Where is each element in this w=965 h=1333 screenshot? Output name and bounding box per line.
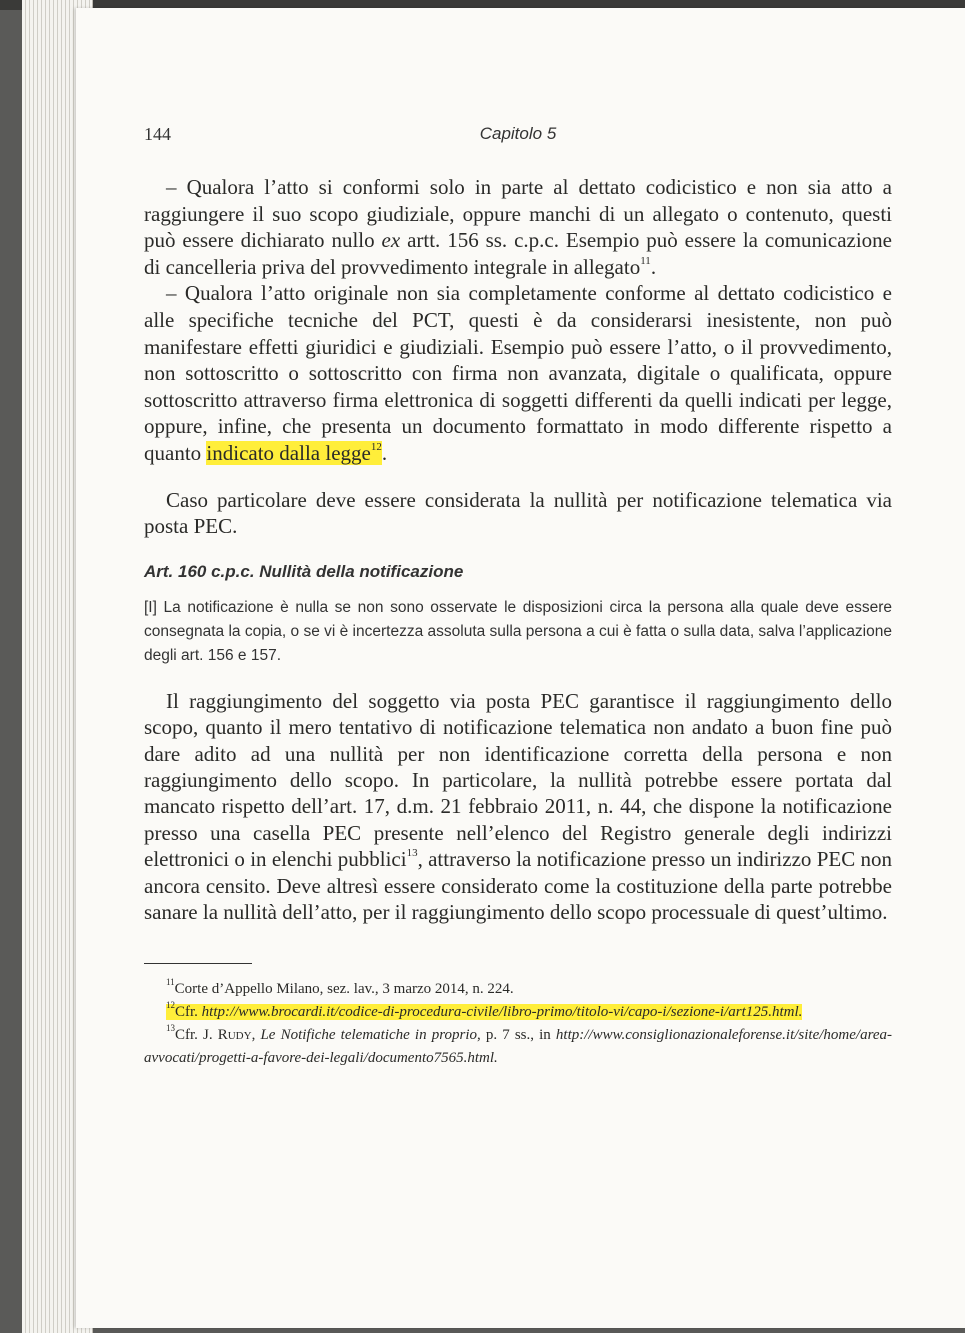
footnote-ref-11: 11 — [640, 254, 651, 267]
paragraph-4: Il raggiungimento del soggetto via posta PEC garantisce il raggiungimento dello scopo, quanto il mero tentativo di notificazione telematica non andato a buon fine può dare adito ad una nullità per non identificazione corretta della persona e non raggiungimento dello scopo. In particolare, la nullità potrebbe essere portata dal mancato rispetto dell’art. 17, d.m. 21 febbraio 2011, n. 44, che dispone la notificazione presso una casella PEC presente nell’elenco del Registro generale degli indirizzi elettronici o in elenchi pubblici$^{13}$, attraverso la notificazione presso un indirizzo PEC non ancora censito. Deve altresì essere considerato come la costituzione della parte potrebbe sanare la nullità dell’atto, per il raggiungimento dello scopo processuale di quest’ultimo. — [144, 688, 893, 924]
footnote-link[interactable]: http://www.consiglionazionaleforense.it/site/home/area-avvocati/progetti-a-favore-dei-legali/documento7565.html. — [144, 1027, 893, 1067]
article-heading: Art. 160 c.p.c. Nullità della notificazione — [144, 561, 464, 581]
highlighted-text: indicato dalla legge$^{12}$ — [206, 440, 382, 465]
paragraph-2: – Qualora l’atto originale non sia completamente conforme al dettato codicistico e alle specifiche tecniche del PCT, questi è da considerarsi inesistente, non può manifestare effetti giuridici e giudiziali. Esempio può essere l’atto, o il provvedimento, non sottoscritto o sottoscritto con firma non avanzata, digitale o qualificata, oppure sottoscritto attraverso firma elettronica di soggetti differenti da quelli indicati per legge, oppure, infine, che presenta un documento formattato in modo differente rispetto a quanto indicato dalla legge$^{12}$. — [144, 281, 892, 465]
highlighted-footnote: $^{12}$Cfr. http://www.brocardi.it/codice-di-procedura-civile/libro-primo/titolo-vi/capo-i/sezione-i/art125.html. — [166, 1000, 803, 1021]
footnote-ref-12: 12 — [370, 440, 382, 453]
footnote-link[interactable]: http://www.brocardi.it/codice-di-procedura-civile/libro-primo/titolo-vi/capo-i/sezione-i/art125.html. — [201, 1004, 803, 1021]
article-quote: [I] La notificazione è nulla se non sono osservate le disposizioni circa la persona alla quale deve essere consegnata la copia, o se vi è incertezza assoluta sulla persona a cui è fatta o sulla data, salva l’applicazione degli art. 156 e 157. — [144, 598, 892, 664]
footnote-13: $^{13}$Cfr. J. Rudy, Le Notifiche telematiche in proprio, p. 7 ss., in http://www.consiglionazionaleforense.it/site/home/area-avvocati/progetti-a-favore-dei-legali/documento7565.html. — [144, 1023, 893, 1067]
footnote-12 — [144, 1001, 892, 1024]
footnote-separator — [144, 963, 252, 964]
page-number: 144 — [144, 124, 171, 144]
footnote-11: $^{11}$Corte d’Appello Milano, sez. lav., 3 marzo 2014, n. 224. — [166, 977, 514, 998]
chapter-title: Capitolo 5 — [479, 124, 557, 143]
paragraph-1: – Qualora l’atto si conformi solo in parte al dettato codicistico e non sia atto a raggiungere il suo scopo giudiziale, oppure manchi di un allegato o contenuto, questi può essere dichiarato nullo ex artt. 156 ss. c.p.c. Esempio può essere la comunicazione di cancelleria priva del provvedimento integrale in allegato$^{11}$. — [144, 175, 892, 279]
running-header — [144, 124, 892, 160]
page-content — [144, 124, 892, 1070]
footnotes — [144, 978, 892, 1070]
paragraph-3: Caso particolare deve essere considerata la nullità per notificazione telematica via posta PEC. — [144, 487, 892, 539]
footnote-ref-13: 13 — [406, 847, 418, 860]
